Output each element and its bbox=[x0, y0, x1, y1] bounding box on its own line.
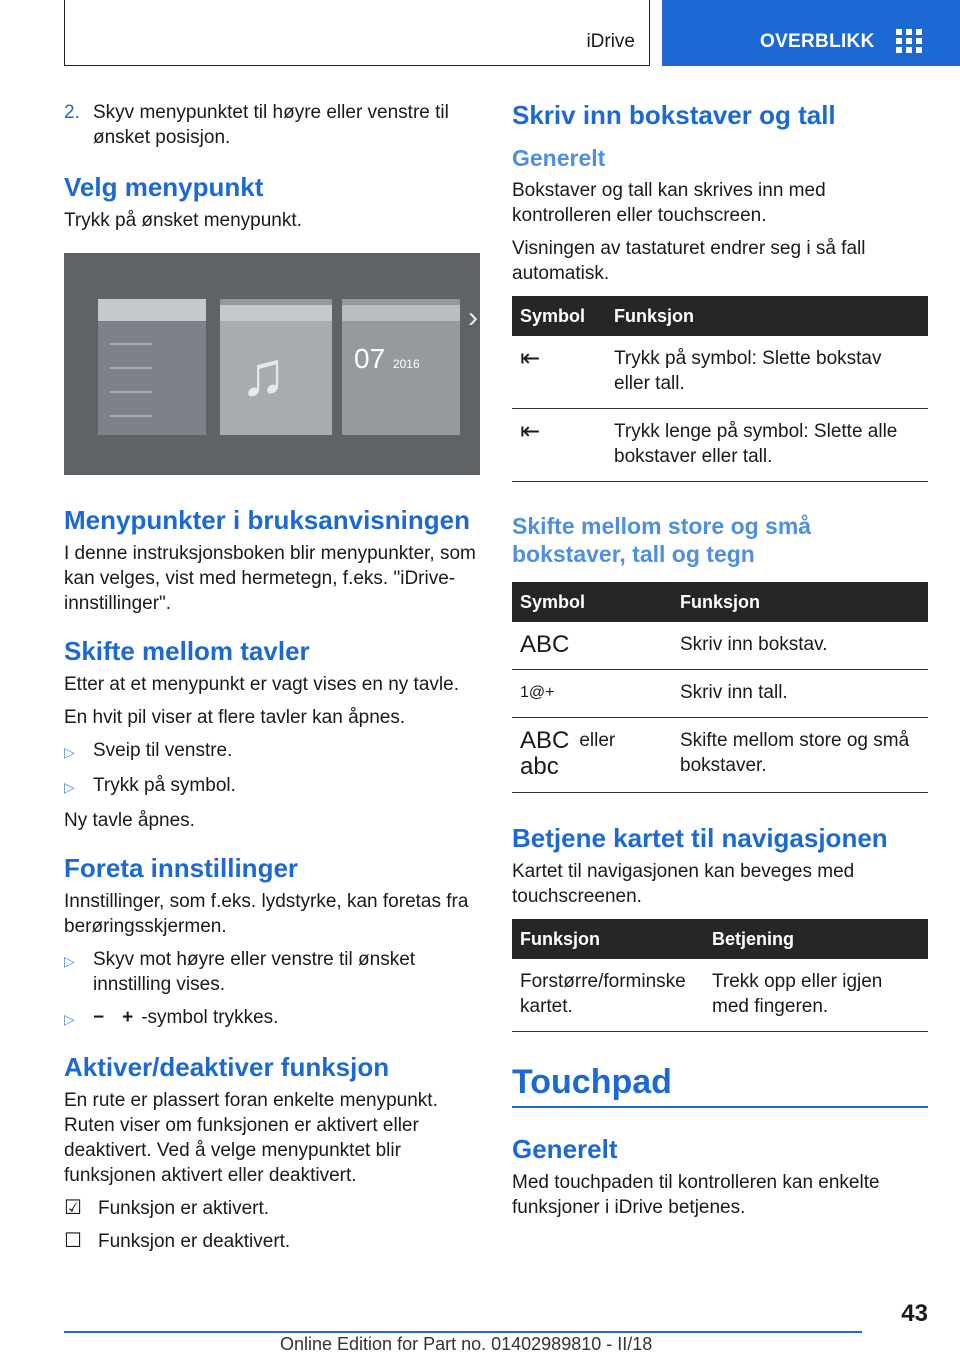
list-item bbox=[64, 773, 482, 800]
heading-skriv: Skriv inn bokstaver og tall bbox=[512, 100, 836, 130]
step-text: Skyv menypunktet til høyre eller venstre til ønsket posisjon. bbox=[93, 102, 449, 148]
heading-generelt-1: Generelt bbox=[512, 145, 606, 171]
footer-edition: Online Edition for Part no. 01402989810 - II/18 bbox=[280, 1334, 653, 1354]
bullet-triangle-icon: ▷ bbox=[64, 779, 75, 795]
table-map-controls bbox=[512, 919, 928, 1032]
table-cell: Trykk lenge på symbol: Slette alle bokstaver eller tall. bbox=[606, 409, 928, 482]
table-row bbox=[512, 718, 928, 793]
paragraph-skifte-2: En hvit pil viser at flere tavler kan åpnes. bbox=[64, 707, 406, 728]
bullet-text: -symbol trykkes. bbox=[141, 1007, 279, 1028]
plus-icon: + bbox=[122, 1007, 134, 1028]
table-row bbox=[512, 670, 928, 718]
touchpad-heading-block bbox=[512, 1062, 928, 1108]
table-header: Funksjon bbox=[672, 582, 928, 622]
bullet-triangle-icon: ▷ bbox=[64, 1011, 75, 1027]
paragraph-generelt-1a: Bokstaver og tall kan skrives inn med kontrolleren eller touchscreen. bbox=[512, 180, 826, 226]
table-row bbox=[512, 622, 928, 670]
screen-tile-date bbox=[342, 305, 460, 435]
unchecked-row bbox=[64, 1229, 482, 1254]
table-cell: Skifte mellom store og små bokstaver. bbox=[672, 718, 928, 793]
page-number: 43 bbox=[901, 1300, 928, 1327]
backspace-icon: ⇤ bbox=[512, 409, 606, 482]
screen-year: 2016 bbox=[392, 357, 420, 371]
paragraph-betjene: Kartet til navigasjonen kan beveges med touchscreenen. bbox=[512, 861, 855, 907]
heading-foreta: Foreta innstillinger bbox=[64, 853, 299, 883]
table-cell: Forstørre/forminske kartet. bbox=[512, 959, 704, 1032]
table-row bbox=[512, 409, 928, 482]
table-row bbox=[512, 336, 928, 409]
idrive-screenshot bbox=[64, 253, 480, 475]
minus-icon: − bbox=[93, 1007, 105, 1028]
header-section-label: iDrive bbox=[586, 31, 635, 52]
bullet-triangle-icon: ▷ bbox=[64, 953, 75, 969]
table-cell: Trykk på symbol: Slette bokstav eller tall. bbox=[606, 336, 928, 409]
step-number: 2. bbox=[64, 102, 80, 123]
paragraph-skifte-3: Ny tavle åpnes. bbox=[64, 810, 195, 831]
table-header: Funksjon bbox=[606, 296, 928, 336]
table-header: Symbol bbox=[512, 296, 606, 336]
heading-generelt-2: Generelt bbox=[512, 1134, 618, 1164]
header-chapter-label: OVERBLIKK bbox=[760, 31, 875, 52]
table-input-symbols bbox=[512, 582, 928, 793]
numbered-step bbox=[64, 100, 482, 150]
heading-skifte-store: Skifte mellom store og små bokstaver, tall og tegn bbox=[512, 513, 812, 567]
paragraph-velg: Trykk på ønsket menypunkt. bbox=[64, 210, 302, 231]
heading-touchpad: Touchpad bbox=[512, 1063, 672, 1101]
bullet-text: Skyv mot høyre eller venstre til ønsket innstilling vises. bbox=[93, 949, 416, 995]
header-chapter-link[interactable] bbox=[662, 0, 960, 66]
bullet-triangle-icon: ▷ bbox=[64, 744, 75, 760]
table-cell: Skriv inn tall. bbox=[672, 670, 928, 718]
backspace-icon: ⇤ bbox=[512, 336, 606, 409]
numbers-symbols-icon: 1@+ bbox=[512, 670, 672, 718]
grid-menu-icon[interactable] bbox=[896, 29, 922, 53]
list-item bbox=[64, 947, 482, 997]
checked-row bbox=[64, 1196, 482, 1221]
checkbox-empty-icon: ☐ bbox=[64, 1230, 82, 1252]
screen-tile-settings bbox=[98, 305, 206, 435]
abc-upper-icon: ABC bbox=[512, 622, 672, 670]
eller-text: eller bbox=[579, 730, 616, 751]
heading-velg-menypunkt: Velg menypunkt bbox=[64, 172, 264, 202]
left-column bbox=[64, 100, 482, 1262]
list-item bbox=[64, 1005, 482, 1032]
table-cell: Skriv inn bokstav. bbox=[672, 622, 928, 670]
table-cell bbox=[512, 718, 672, 793]
paragraph-foreta: Innstillinger, som f.eks. lydstyrke, kan foretas fra berøringsskjermen. bbox=[64, 891, 469, 937]
paragraph-menypunkter: I denne instruksjonsboken blir menypunkter, som kan velges, vist med hermetegn, f.eks. "iDrive-innstillinger". bbox=[64, 543, 476, 614]
music-note-icon: ♫ bbox=[240, 340, 287, 409]
bullet-text: Trykk på symbol. bbox=[93, 775, 236, 796]
footer-rule bbox=[64, 1331, 862, 1333]
table-header: Symbol bbox=[512, 582, 672, 622]
unchecked-text: Funksjon er deaktivert. bbox=[98, 1231, 291, 1252]
paragraph-generelt-2: Med touchpaden til kontrolleren kan enkelte funksjoner i iDrive betjenes. bbox=[512, 1172, 880, 1218]
paragraph-skifte-1: Etter at et menypunkt er vagt vises en ny tavle. bbox=[64, 674, 459, 695]
table-cell: Trekk opp eller igjen med fingeren. bbox=[704, 959, 928, 1032]
table-header: Funksjon bbox=[512, 919, 704, 959]
abc-upper-icon: ABC bbox=[520, 727, 570, 754]
bullet-text: Sveip til venstre. bbox=[93, 740, 233, 761]
table-delete-symbols bbox=[512, 296, 928, 482]
heading-aktiver: Aktiver/deaktiver funksjon bbox=[64, 1052, 390, 1082]
checkbox-checked-icon: ☑ bbox=[64, 1197, 82, 1219]
screen-day: 07 bbox=[354, 343, 386, 374]
heading-skifte-tavler: Skifte mellom tavler bbox=[64, 636, 310, 666]
list-item bbox=[64, 738, 482, 765]
header-section-box bbox=[64, 0, 650, 66]
checked-text: Funksjon er aktivert. bbox=[98, 1198, 270, 1219]
heading-betjene: Betjene kartet til navigasjonen bbox=[512, 823, 888, 853]
abc-lower-icon: abc bbox=[520, 753, 559, 780]
right-column bbox=[512, 100, 928, 1228]
table-row bbox=[512, 959, 928, 1032]
heading-menypunkter: Menypunkter i bruksanvisningen bbox=[64, 505, 470, 535]
chevron-right-icon: › bbox=[468, 301, 478, 334]
paragraph-aktiver: En rute er plassert foran enkelte menypunkt. Ruten viser om funksjonen er aktivert eller deaktivert. Ved å velge menypunktet blir funksjonen aktivert eller deaktivert. bbox=[64, 1090, 438, 1186]
table-header: Betjening bbox=[704, 919, 928, 959]
paragraph-generelt-1b: Visningen av tastaturet endrer seg i så fall automatisk. bbox=[512, 238, 866, 284]
